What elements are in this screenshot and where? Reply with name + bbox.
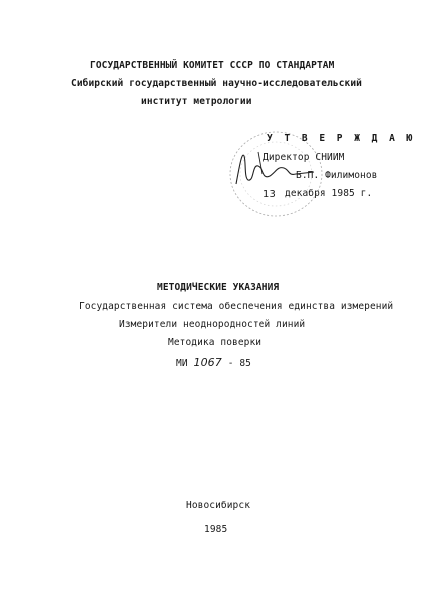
approver-role: Директор СНИИМ — [263, 152, 345, 163]
document-code-number-handwritten: 1067 — [193, 356, 222, 369]
organization-line-1: ГОСУДАРСТВЕННЫЙ КОМИТЕТ СССР ПО СТАНДАРТАМ — [90, 60, 335, 71]
publication-city: Новосибирск — [186, 500, 251, 511]
organization-line-3: институт метрологии — [141, 96, 252, 107]
document-title: Измерители неоднородностей линий — [119, 319, 306, 330]
document-subtitle: Методика поверки — [168, 337, 262, 348]
approval-date: декабря 1985 г. — [285, 188, 373, 199]
document-type: МЕТОДИЧЕСКИЕ УКАЗАНИЯ — [157, 282, 280, 293]
document-code-prefix: МИ — [176, 358, 188, 369]
approver-name: Б.П. Филимонов — [296, 170, 378, 181]
document-code — [176, 356, 251, 369]
approval-day-handwritten: 13 — [263, 189, 276, 200]
publication-year: 1985 — [204, 524, 228, 535]
document-code-suffix: - 85 — [227, 358, 251, 369]
document-system: Государственная система обеспечения единства измерений — [79, 301, 394, 312]
approval-heading: У Т В Е Р Ж Д А Ю — [267, 133, 416, 144]
organization-line-2: Сибирский государственный научно-исследовательский — [71, 78, 362, 89]
